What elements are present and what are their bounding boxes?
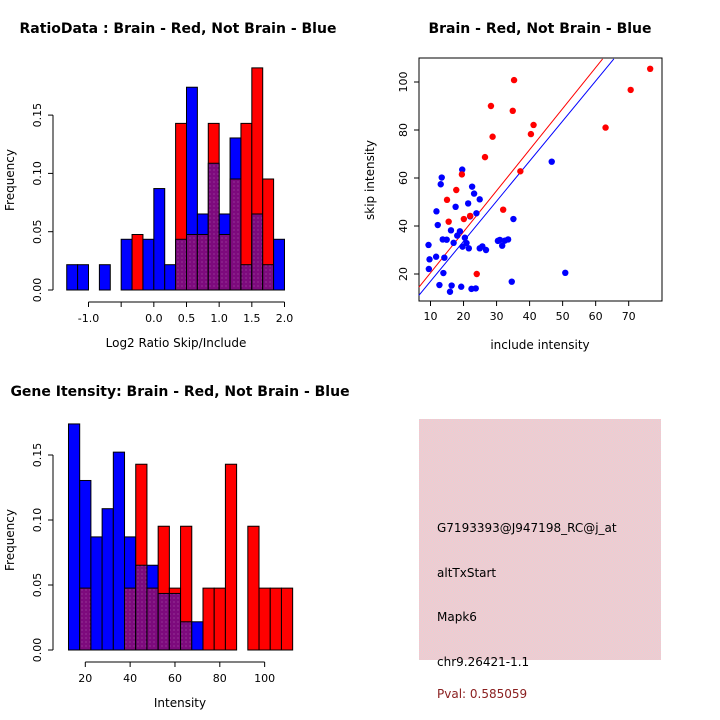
- y-tick-label: 0.15: [31, 442, 44, 468]
- histogram-overlap-bar: [219, 234, 230, 290]
- histogram-overlap-bar: [181, 622, 192, 650]
- brain-point: [467, 213, 473, 219]
- y-tick-label: 0.05: [31, 219, 44, 244]
- histogram-bar: [154, 189, 165, 290]
- y-tick-label: 100: [397, 71, 410, 93]
- histogram-bar: [248, 526, 259, 650]
- brain-point: [474, 271, 480, 277]
- brain-point: [500, 206, 506, 212]
- not-brain-point: [433, 208, 439, 214]
- brain-point: [459, 171, 465, 177]
- x-tick-label: 2.0: [275, 312, 294, 325]
- brain-point: [517, 168, 523, 174]
- gene-info-panel: [360, 360, 720, 720]
- x-tick-label: 1.0: [210, 312, 228, 325]
- not-brain-point: [452, 204, 458, 210]
- histogram-bar: [113, 452, 124, 650]
- histogram-bar: [225, 464, 236, 650]
- x-tick-label: 80: [212, 672, 227, 685]
- splice-type-text: altTxStart: [437, 566, 497, 580]
- histogram-overlap-bar: [80, 588, 91, 650]
- not-brain-point: [448, 227, 454, 233]
- not-brain-point: [465, 200, 471, 206]
- histogram-bar: [121, 239, 132, 290]
- not-brain-point: [505, 236, 511, 242]
- chromosome-location-text: chr9.26421-1.1: [437, 655, 530, 669]
- not-brain-point: [471, 190, 477, 196]
- y-axis-label: skip intensity: [363, 140, 377, 220]
- not-brain-point: [473, 285, 479, 291]
- not-brain-point: [458, 284, 464, 290]
- histogram-bar: [132, 234, 143, 290]
- x-tick-label: 1.5: [243, 312, 261, 325]
- y-axis-label: Frequency: [3, 509, 17, 571]
- y-tick-label: 0.15: [31, 102, 44, 128]
- brain-point: [445, 218, 451, 224]
- histogram-overlap-bar: [158, 593, 169, 650]
- histogram-bar: [102, 509, 113, 650]
- brain-point: [461, 216, 467, 222]
- plot-title: Brain - Red, Not Brain - Blue: [428, 21, 652, 37]
- histogram-overlap-bar: [186, 234, 197, 290]
- histogram-bar: [91, 537, 102, 650]
- histogram-overlap-bar: [176, 239, 187, 290]
- not-brain-point: [509, 278, 515, 284]
- not-brain-point: [477, 196, 483, 202]
- histogram-bar: [270, 588, 281, 650]
- brain-point: [511, 77, 517, 83]
- histogram-bar: [78, 265, 89, 290]
- x-tick-label: 60: [588, 310, 603, 323]
- histogram-bar: [67, 265, 78, 290]
- gene-intensity-histogram-chart: [0, 360, 360, 720]
- y-tick-label: 0.00: [31, 277, 44, 303]
- ratio-histogram-chart: [0, 0, 360, 360]
- y-tick-label: 60: [397, 171, 410, 185]
- not-brain-point: [426, 256, 432, 262]
- not-brain-point: [426, 266, 432, 272]
- y-tick-label: 0.10: [31, 161, 44, 186]
- not-brain-point: [469, 183, 475, 189]
- y-tick-label: 40: [397, 219, 410, 233]
- histogram-bar: [274, 239, 285, 290]
- not-brain-point: [562, 270, 568, 276]
- not-brain-point: [473, 210, 479, 216]
- x-tick-label: 20: [456, 310, 471, 323]
- histogram-bar: [259, 588, 270, 650]
- not-brain-point: [440, 270, 446, 276]
- x-tick-label: 20: [78, 672, 93, 685]
- intensity-scatter-chart: [360, 0, 720, 360]
- x-tick-label: -1.0: [77, 312, 100, 325]
- histogram-bar: [68, 424, 79, 650]
- brain-point: [530, 122, 536, 128]
- y-tick-label: 0.00: [31, 637, 44, 663]
- not-brain-point: [549, 158, 555, 164]
- not-brain-point: [510, 216, 516, 222]
- x-axis-label: Log2 Ratio Skip/Include: [105, 336, 247, 350]
- histogram-bar: [192, 622, 203, 650]
- y-tick-label: 0.10: [31, 507, 44, 533]
- not-brain-point: [466, 245, 472, 251]
- histogram-overlap-bar: [136, 565, 147, 650]
- gene-symbol-text: Mapk6: [437, 610, 477, 624]
- probe-id-text: G7193393@J947198_RC@j_at: [437, 521, 617, 535]
- histogram-bar: [214, 588, 225, 650]
- brain-point: [528, 131, 534, 137]
- histogram-bar: [203, 588, 214, 650]
- histogram-overlap-bar: [208, 163, 219, 290]
- x-tick-label: 50: [555, 310, 570, 323]
- ratio-histogram-panel: [0, 0, 360, 360]
- histogram-overlap-bar: [197, 234, 208, 290]
- x-tick-label: 40: [522, 310, 537, 323]
- brain-point: [488, 103, 494, 109]
- x-axis-label: Intensity: [153, 696, 207, 710]
- plot-title: Gene Itensity: Brain - Red, Not Brain - Blue: [10, 384, 350, 400]
- not-brain-point: [433, 254, 439, 260]
- not-brain-point: [443, 236, 449, 242]
- histogram-overlap-bar: [147, 588, 158, 650]
- brain-point: [482, 154, 488, 160]
- x-tick-label: 100: [254, 672, 276, 685]
- x-tick-label: 40: [123, 672, 138, 685]
- pval-text: Pval: 0.585059: [437, 687, 528, 701]
- histogram-overlap-bar: [263, 265, 274, 290]
- histogram-overlap-bar: [230, 179, 241, 290]
- not-brain-point: [425, 242, 431, 248]
- not-brain-point: [457, 228, 463, 234]
- y-tick-label: 0.05: [31, 572, 44, 598]
- not-brain-point: [438, 181, 444, 187]
- x-tick-label: 10: [423, 310, 438, 323]
- histogram-overlap-bar: [169, 593, 180, 650]
- not-brain-point: [439, 174, 445, 180]
- brain-point: [453, 187, 459, 193]
- not-brain-fit-line: [419, 59, 614, 295]
- x-tick-label: 70: [621, 310, 636, 323]
- x-tick-label: 30: [489, 310, 504, 323]
- plot-title: RatioData : Brain - Red, Not Brain - Blue: [19, 21, 337, 37]
- histogram-bar: [143, 239, 154, 290]
- x-axis-label: include intensity: [490, 338, 590, 352]
- y-tick-label: 80: [397, 123, 410, 137]
- brain-point: [602, 124, 608, 130]
- not-brain-point: [436, 282, 442, 288]
- brain-point: [647, 66, 653, 72]
- not-brain-point: [447, 289, 453, 295]
- not-brain-point: [483, 247, 489, 253]
- brain-fit-line: [419, 59, 603, 287]
- histogram-bar: [281, 588, 292, 650]
- y-axis-label: Frequency: [3, 149, 17, 211]
- not-brain-point: [450, 240, 456, 246]
- not-brain-point: [441, 254, 447, 260]
- histogram-bar: [165, 265, 176, 290]
- brain-point: [444, 197, 450, 203]
- not-brain-point: [448, 282, 454, 288]
- brain-point: [627, 87, 633, 93]
- brain-point: [510, 108, 516, 114]
- y-tick-label: 20: [397, 267, 410, 281]
- not-brain-point: [435, 222, 441, 228]
- gene-info-card: [419, 419, 661, 701]
- gene-intensity-histogram-panel: [0, 360, 360, 720]
- histogram-overlap-bar: [241, 265, 252, 290]
- x-tick-label: 60: [167, 672, 182, 685]
- x-tick-label: 0.5: [177, 312, 196, 325]
- intensity-scatter-panel: [360, 0, 720, 360]
- brain-point: [489, 134, 495, 140]
- histogram-overlap-bar: [125, 588, 136, 650]
- histogram-bar: [99, 265, 110, 290]
- plot-box: [419, 58, 662, 301]
- histogram-overlap-bar: [252, 214, 263, 290]
- x-tick-label: 0.0: [145, 312, 163, 325]
